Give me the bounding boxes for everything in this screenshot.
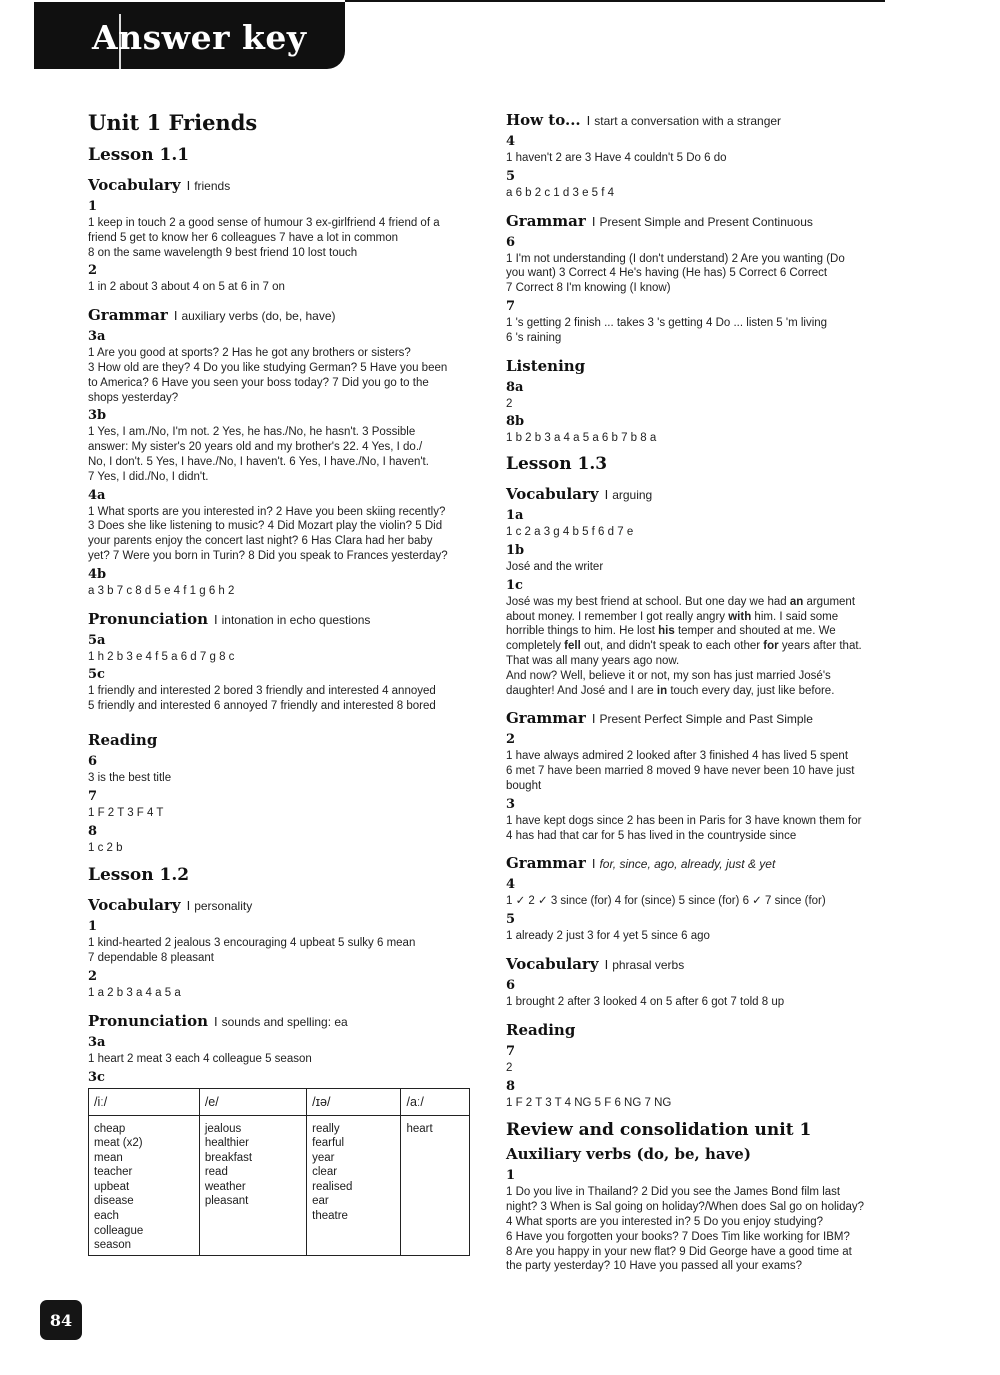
answer-line: 1 's getting 2 finish ... takes 3 's getting 4 Do ... listen 5 'm living bbox=[506, 316, 828, 329]
exercise-number: 2 bbox=[88, 968, 98, 984]
answer-line: yet? 7 Were you born in Turin? 8 Did you speak to Frances yesterday? bbox=[88, 549, 448, 562]
section-heading: Grammar I for, since, ago, already, just & yet bbox=[506, 854, 776, 873]
answer-line: 1 haven't 2 are 3 Have 4 couldn't 5 Do 6 do bbox=[506, 152, 727, 164]
exercise-number: 3 bbox=[506, 796, 516, 812]
answer-line: No, I don't. 5 Yes, I have./No, I haven't. 6 Yes, I have./No, I haven't. bbox=[88, 455, 429, 468]
story-line: daughter! And José and I are in touch every day, just like before. bbox=[506, 684, 835, 697]
answer-line: 1 What sports are you interested in? 2 Have you been skiing recently? bbox=[88, 505, 446, 518]
answer-line: 4 has had that car for 5 has lived in the countryside since bbox=[506, 829, 797, 842]
exercise-number: 2 bbox=[88, 263, 98, 279]
answer-line: the party yesterday? 10 Have you passed all your exams? bbox=[506, 1260, 802, 1273]
answer-line: José and the writer bbox=[506, 560, 604, 573]
unit-title: Unit 1 Friends bbox=[88, 110, 258, 135]
answer-line: night? 3 When is Sal going on holiday?/When does Sal go on holiday? bbox=[506, 1201, 865, 1214]
exercise-number: 7 bbox=[506, 1043, 516, 1059]
story-line: about money. I remember I got really angry with him. I said some bbox=[506, 610, 839, 623]
exercise-number: 4a bbox=[88, 487, 106, 503]
section-vocabulary-friends bbox=[88, 175, 473, 295]
answer-line: 7 dependable 8 pleasant bbox=[88, 952, 214, 965]
answer-line: 1 heart 2 meat 3 each 4 colleague 5 season bbox=[88, 1052, 312, 1065]
exercise-number: 7 bbox=[506, 298, 516, 314]
section-grammar-perfect bbox=[506, 708, 890, 843]
answer-line: 6 Have you forgotten your books? 7 Does Tim like working for IBM? bbox=[506, 1230, 850, 1243]
section-heading: Pronunciation I sounds and spelling: ea bbox=[88, 1011, 348, 1030]
table-cell: heart bbox=[401, 1115, 470, 1255]
answer-line: 1 c 2 b bbox=[88, 841, 123, 854]
answer-line: 1 friendly and interested 2 bored 3 friendly and interested 4 annoyed bbox=[88, 685, 436, 698]
answer-line: 1 h 2 b 3 e 4 f 5 a 6 d 7 g 8 c bbox=[88, 650, 235, 663]
section-grammar-auxiliary bbox=[88, 305, 473, 598]
answer-line: 1 F 2 T 3 T 4 NG 5 F 6 NG 7 NG bbox=[506, 1096, 672, 1109]
exercise-number: 3a bbox=[88, 1034, 106, 1050]
section-heading: Listening bbox=[506, 356, 586, 375]
exercise-number: 1 bbox=[88, 199, 98, 214]
section-pronunciation-intonation bbox=[88, 609, 473, 714]
exercise-number: 7 bbox=[88, 788, 98, 804]
exercise-number: 6 bbox=[88, 753, 98, 769]
review-title: Review and consolidation unit 1 bbox=[506, 1120, 812, 1141]
right-column bbox=[506, 110, 890, 1274]
exercise-number: 4b bbox=[88, 566, 107, 582]
lesson-title-1-3: Lesson 1.3 bbox=[506, 454, 608, 475]
left-column bbox=[88, 110, 473, 1256]
answer-line: to America? 6 Have you seen your boss today? 7 Did you go to the bbox=[88, 376, 429, 389]
answer-line: answer: My sister's 20 years old and my brother's 22. 4 Yes, I do./ bbox=[88, 441, 423, 454]
page-number-badge: 84 bbox=[40, 1300, 82, 1340]
section-vocabulary-personality bbox=[88, 895, 473, 1000]
answer-line: your parents enjoy the concert last night? 6 Has Clara had her baby bbox=[88, 535, 433, 548]
exercise-number: 4 bbox=[506, 877, 516, 893]
section-reading-1 bbox=[88, 730, 473, 855]
exercise-number: 8 bbox=[506, 1078, 516, 1094]
story-line: completely fell out, and didn't speak to each other for years after that. bbox=[506, 640, 862, 653]
section-heading: Vocabulary I friends bbox=[88, 176, 231, 194]
answer-line: 2 bbox=[506, 1061, 513, 1074]
exercise-number: 6 bbox=[506, 977, 516, 993]
exercise-number: 6 bbox=[506, 234, 516, 250]
answer-line: 1 F 2 T 3 F 4 T bbox=[88, 806, 164, 819]
answer-line: 1 a 2 b 3 a 4 a 5 a bbox=[88, 986, 181, 999]
answer-line: bought bbox=[506, 779, 542, 792]
answer-line: 1 brought 2 after 3 looked 4 on 5 after 6 got 7 told 8 up bbox=[506, 995, 785, 1008]
answer-line: 8 on the same wavelength 9 best friend 10 lost touch bbox=[88, 246, 358, 259]
section-heading: How to... I start a conversation with a stranger bbox=[506, 111, 782, 129]
exercise-number: 3c bbox=[88, 1069, 105, 1085]
answer-line: you want) 3 Correct 4 He's having (He has) 5 Correct 6 Correct bbox=[506, 267, 828, 280]
review-subtitle: Auxiliary verbs (do, be, have) bbox=[506, 1145, 751, 1164]
exercise-number: 5a bbox=[88, 632, 106, 648]
section-heading: Pronunciation I intonation in echo questions bbox=[88, 609, 371, 628]
answer-line: 2 bbox=[506, 397, 513, 410]
section-heading: Reading bbox=[506, 1020, 576, 1039]
answer-line: 1 have always admired 2 looked after 3 finished 4 has lived 5 spent bbox=[506, 750, 849, 763]
answer-line: 1 c 2 a 3 g 4 b 5 f 6 d 7 e bbox=[506, 526, 634, 539]
section-reading-2 bbox=[506, 1020, 890, 1111]
table-header: /ɪə/ bbox=[307, 1088, 401, 1115]
answer-line: a 3 b 7 c 8 d 5 e 4 f 1 g 6 h 2 bbox=[88, 584, 235, 597]
section-heading: Vocabulary I phrasal verbs bbox=[506, 954, 685, 973]
answer-line: 1 b 2 b 3 a 4 a 5 a 6 b 7 b 8 a bbox=[506, 432, 657, 445]
answer-line: 1 have kept dogs since 2 has been in Paris for 3 have known them for bbox=[506, 814, 862, 827]
section-pronunciation-sounds bbox=[88, 1011, 473, 1256]
table-header: /aː/ bbox=[401, 1088, 470, 1115]
section-how-to bbox=[506, 110, 890, 201]
exercise-number: 8b bbox=[506, 414, 525, 430]
exercise-number: 8 bbox=[88, 823, 98, 839]
answer-line: 1 Do you live in Thailand? 2 Did you see the James Bond film last bbox=[506, 1186, 841, 1199]
answer-line: 3 Does she like listening to music? 4 Did Mozart play the violin? 5 Did bbox=[88, 520, 443, 533]
answer-line: a 6 b 2 c 1 d 3 e 5 f 4 bbox=[506, 186, 615, 199]
section-vocabulary-phrasal bbox=[506, 954, 890, 1010]
page-header-title: Answer key bbox=[92, 18, 307, 57]
exercise-number: 5 bbox=[506, 912, 516, 928]
section-listening bbox=[506, 356, 890, 447]
exercise-number: 4 bbox=[506, 134, 516, 149]
section-heading: Vocabulary I arguing bbox=[506, 485, 653, 504]
answer-line: 1 I'm not understanding (I don't understand) 2 Are you wanting (Do bbox=[506, 252, 845, 265]
answer-line: 6 's raining bbox=[506, 331, 562, 344]
answer-line: 1 Are you good at sports? 2 Has he got any brothers or sisters? bbox=[88, 347, 411, 360]
sounds-table bbox=[88, 1088, 470, 1256]
section-heading: Grammar I auxiliary verbs (do, be, have) bbox=[88, 306, 336, 325]
exercise-number: 3a bbox=[88, 329, 106, 345]
answer-line: 1 kind-hearted 2 jealous 3 encouraging 4 upbeat 5 sulky 6 mean bbox=[88, 937, 416, 950]
section-heading: Grammar I Present Simple and Present Continuous bbox=[506, 211, 813, 230]
lesson-title-1-2: Lesson 1.2 bbox=[88, 865, 190, 886]
exercise-number: 3b bbox=[88, 408, 107, 424]
exercise-number: 1 bbox=[506, 1168, 516, 1184]
exercise-number: 5 bbox=[506, 168, 516, 184]
answer-line: 1 in 2 about 3 about 4 on 5 at 6 in 7 on bbox=[88, 281, 285, 294]
table-cell: really fearful year clear realised ear theatre bbox=[307, 1115, 401, 1255]
answer-line: 1 keep in touch 2 a good sense of humour 3 ex-girlfriend 4 friend of a bbox=[88, 217, 440, 229]
table-cell: cheap meat (x2) mean teacher upbeat disease each colleague season bbox=[89, 1115, 200, 1255]
answer-line: 8 Are you happy in your new flat? 9 Did George have a good time at bbox=[506, 1245, 852, 1258]
answer-line: 6 met 7 have been married 8 moved 9 have never been 10 have just bbox=[506, 765, 855, 778]
answer-line: 7 Yes, I did./No, I didn't. bbox=[88, 470, 209, 483]
section-vocabulary-arguing bbox=[506, 484, 890, 698]
story-line: And now? Well, believe it or not, my son has just married José's bbox=[506, 669, 831, 682]
section-heading: Vocabulary I personality bbox=[88, 896, 253, 915]
answer-line: friend 5 get to know her 6 colleagues 7 have a lot in common bbox=[88, 231, 399, 244]
table-header: /e/ bbox=[199, 1088, 306, 1115]
answer-line: shops yesterday? bbox=[88, 391, 179, 404]
exercise-number: 1 bbox=[88, 919, 98, 935]
lesson-title-1-1: Lesson 1.1 bbox=[88, 145, 190, 165]
story-line: José was my best friend at school. But one day we had an argument bbox=[506, 595, 856, 608]
story-line: horrible things to him. He lost his temper and shouted at me. We bbox=[506, 625, 836, 638]
answer-line: 3 is the best title bbox=[88, 771, 172, 784]
section-grammar-for-since bbox=[506, 853, 890, 944]
answer-line: 4 What sports are you interested in? 5 Do you enjoy studying? bbox=[506, 1215, 824, 1228]
story-line: That was all many years ago now. bbox=[506, 654, 680, 667]
table-header: /iː/ bbox=[89, 1088, 200, 1115]
answer-line: 7 Correct 8 I'm knowing (I know) bbox=[506, 282, 671, 295]
top-rule bbox=[345, 0, 885, 2]
exercise-number: 1a bbox=[506, 508, 524, 524]
answer-line: 3 How old are they? 4 Do you like studying German? 5 Have you been bbox=[88, 361, 448, 374]
table-cell: jealous healthier breakfast read weather pleasant bbox=[199, 1115, 306, 1255]
exercise-number: 1c bbox=[506, 577, 523, 593]
exercise-number: 8a bbox=[506, 379, 524, 395]
answer-line: 5 friendly and interested 6 annoyed 7 friendly and interested 8 bored bbox=[88, 700, 436, 713]
exercise-number: 2 bbox=[506, 732, 516, 748]
exercise-number: 5c bbox=[88, 667, 105, 683]
answer-line: 1 Yes, I am./No, I'm not. 2 Yes, he has./No, he hasn't. 3 Possible bbox=[88, 426, 416, 439]
answer-line: 1 already 2 just 3 for 4 yet 5 since 6 ago bbox=[506, 930, 710, 943]
section-heading: Grammar I Present Perfect Simple and Past Simple bbox=[506, 709, 813, 728]
section-grammar-present bbox=[506, 211, 890, 346]
exercise-number: 1b bbox=[506, 542, 525, 558]
answer-line: 1 ✓ 2 ✓ 3 since (for) 4 for (since) 5 since (for) 6 ✓ 7 since (for) bbox=[506, 895, 826, 908]
section-heading: Reading bbox=[88, 730, 158, 749]
